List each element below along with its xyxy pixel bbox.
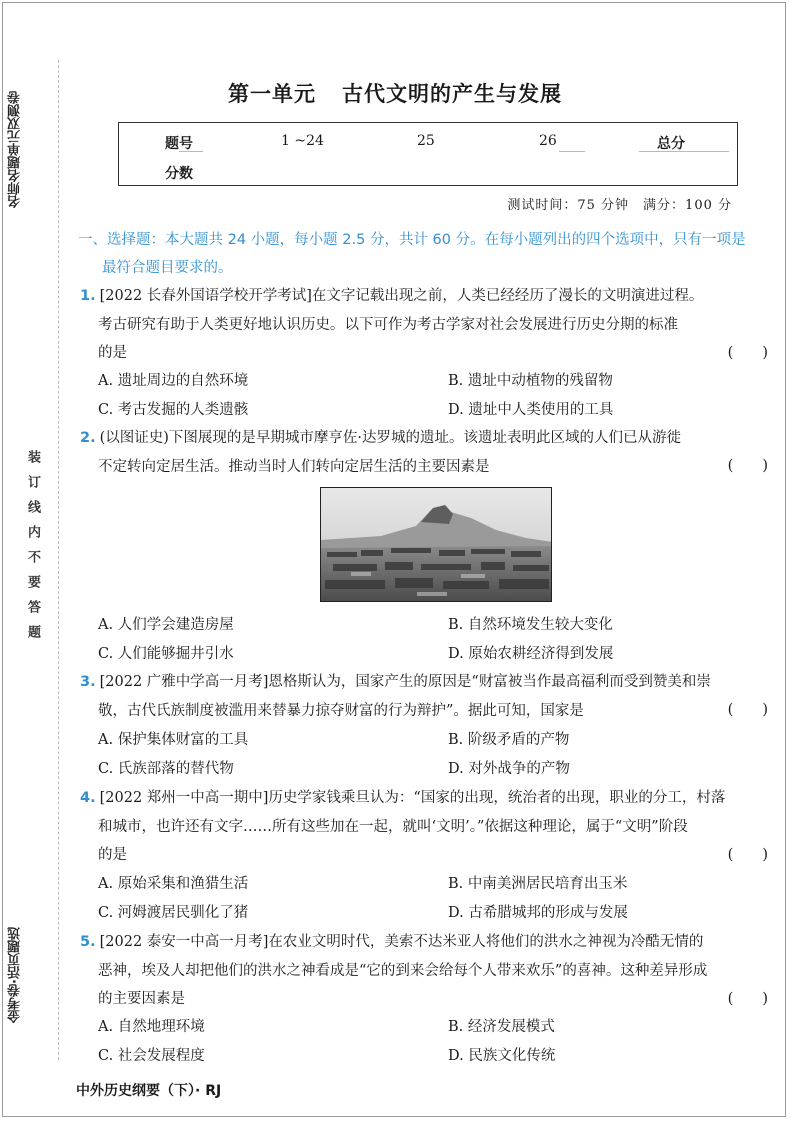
option-c[interactable]: C. 社会发展程度 xyxy=(98,1048,205,1064)
question-text-line: [2022 长春外国语学校开学考试]在文字记载出现之前，人类已经经历了漫长的文明演进过程。 xyxy=(99,288,704,304)
option-b[interactable]: B. 阶级矛盾的产物 xyxy=(448,732,570,748)
score-cell-total: 总分 xyxy=(657,136,685,152)
section-heading xyxy=(78,226,778,282)
section-heading-line1: 一、选择题：本大题共 24 小题，每小题 2.5 分，共计 60 分。在每小题列出的四个选项中，只有一项是 xyxy=(78,232,746,248)
option-d[interactable]: D. 对外战争的产物 xyxy=(448,761,570,777)
question-text-line: 和城市，也许还有文字……所有这些加在一起，就叫‘文明’。”依据这种理论，属于“文明”阶段 xyxy=(98,818,688,835)
option-c[interactable]: C. 考古发掘的人类遗骸 xyxy=(98,402,249,418)
option-c[interactable]: C. 人们能够掘井引水 xyxy=(98,646,234,662)
option-b[interactable]: B. 自然环境发生较大变化 xyxy=(448,617,613,633)
section-heading-line2: 最符合题目要求的。 xyxy=(102,260,233,276)
option-c[interactable]: C. 河姆渡居民驯化了猪 xyxy=(98,905,249,921)
option-a[interactable]: A. 人们学会建造房屋 xyxy=(98,617,234,633)
question-text-line: 敬，古代氏族制度被滥用来替暴力掠夺财富的行为辩护”。据此可知，国家是 xyxy=(98,702,584,719)
question-3 xyxy=(80,668,780,725)
score-row-label: 分数 xyxy=(165,166,193,182)
question-number: 3. xyxy=(80,674,96,690)
ruins-photo xyxy=(320,487,552,602)
option-a[interactable]: A. 自然地理环境 xyxy=(98,1019,205,1035)
score-table-header-row xyxy=(119,127,737,157)
answer-blank[interactable]: ( ) xyxy=(727,847,768,863)
option-a[interactable]: A. 原始采集和渔猎生活 xyxy=(98,876,249,892)
answer-blank[interactable]: ( ) xyxy=(727,345,768,361)
option-d[interactable]: D. 遗址中人类使用的工具 xyxy=(448,402,614,418)
question-text-line: [2022 郑州一中高一期中]历史学家钱乘旦认为：“国家的出现，统治者的出现，职业的分工，村落 xyxy=(99,790,726,806)
unit-label: 第一单元 xyxy=(228,82,316,106)
option-a[interactable]: A. 保护集体财富的工具 xyxy=(98,732,249,748)
question-number: 1. xyxy=(80,288,96,304)
option-d[interactable]: D. 原始农耕经济得到发展 xyxy=(448,646,614,662)
binding-line xyxy=(58,60,59,1060)
score-cell-26: 26 xyxy=(539,133,557,149)
question-text-line: 的是 xyxy=(98,847,127,863)
question-2 xyxy=(80,424,780,481)
question-text-line: 恶神，埃及人却把他们的洪水之神看成是“它的到来会给每个人带来欢乐”的喜神。这种差异形成 xyxy=(98,962,708,979)
question-text-line: 考古研究有助于人类更好地认识历史。以下可作为考古学家对社会发展进行历史分期的标准 xyxy=(98,316,678,333)
option-d[interactable]: D. 民族文化传统 xyxy=(448,1048,556,1064)
question-text-line: 不定转向定居生活。推动当时人们转向定居生活的主要因素是 xyxy=(98,458,490,475)
blank-line xyxy=(559,151,585,152)
score-cell-range: 1 ~24 xyxy=(281,133,324,149)
option-d[interactable]: D. 古希腊城邦的形成与发展 xyxy=(448,905,628,921)
score-table-value-row xyxy=(119,157,737,187)
unit-name: 古代文明的产生与发展 xyxy=(342,82,562,106)
score-cell-25: 25 xyxy=(417,133,435,149)
option-b[interactable]: B. 经济发展模式 xyxy=(448,1019,555,1035)
question-number: 2. xyxy=(80,430,96,446)
question-text-line: (以图证史)下图展现的是早期城市摩亨佐·达罗城的遗址。该遗址表明此区域的人们已从游徙 xyxy=(99,430,682,446)
sidebar-publisher: 金考卷·活页题选 xyxy=(8,927,23,1023)
answer-blank[interactable]: ( ) xyxy=(727,702,768,718)
mohenjo-daro-ruins-image xyxy=(321,488,552,602)
option-b[interactable]: B. 遗址中动植物的残留物 xyxy=(448,373,613,389)
question-5 xyxy=(80,928,780,1014)
option-b[interactable]: B. 中南美洲居民培育出玉米 xyxy=(448,876,628,892)
question-text-line: [2022 广雅中学高一月考]恩格斯认为，国家产生的原因是“财富被当作最高福利而受到赞美和崇 xyxy=(99,674,711,690)
question-number: 5. xyxy=(80,934,96,950)
answer-blank[interactable]: ( ) xyxy=(727,458,768,474)
score-cell-label: 题号 xyxy=(165,136,193,152)
question-4 xyxy=(80,784,780,870)
blank-line xyxy=(179,151,203,152)
blank-line xyxy=(639,151,729,152)
page-title xyxy=(0,78,790,108)
score-table xyxy=(118,122,738,186)
page-footer: 中外历史纲要（下）· RJ xyxy=(76,1083,222,1099)
question-1 xyxy=(80,282,780,368)
exam-meta: 测试时间：75 分钟 满分：100 分 xyxy=(507,198,732,213)
option-a[interactable]: A. 遗址周边的自然环境 xyxy=(98,373,249,389)
question-text-line: 的主要因素是 xyxy=(98,991,185,1007)
question-number: 4. xyxy=(80,790,96,806)
option-c[interactable]: C. 氏族部落的替代物 xyxy=(98,761,234,777)
sidebar-series-title: 名师名题单元双测卷 xyxy=(8,91,23,209)
answer-blank[interactable]: ( ) xyxy=(727,991,768,1007)
sidebar-binding-notice: 装订线内不要答题 xyxy=(25,450,40,650)
question-text-line: [2022 泰安一中高一月考]在农业文明时代，美索不达米亚人将他们的洪水之神视为冷酷无情的 xyxy=(99,934,704,950)
question-text-line: 的是 xyxy=(98,345,127,361)
